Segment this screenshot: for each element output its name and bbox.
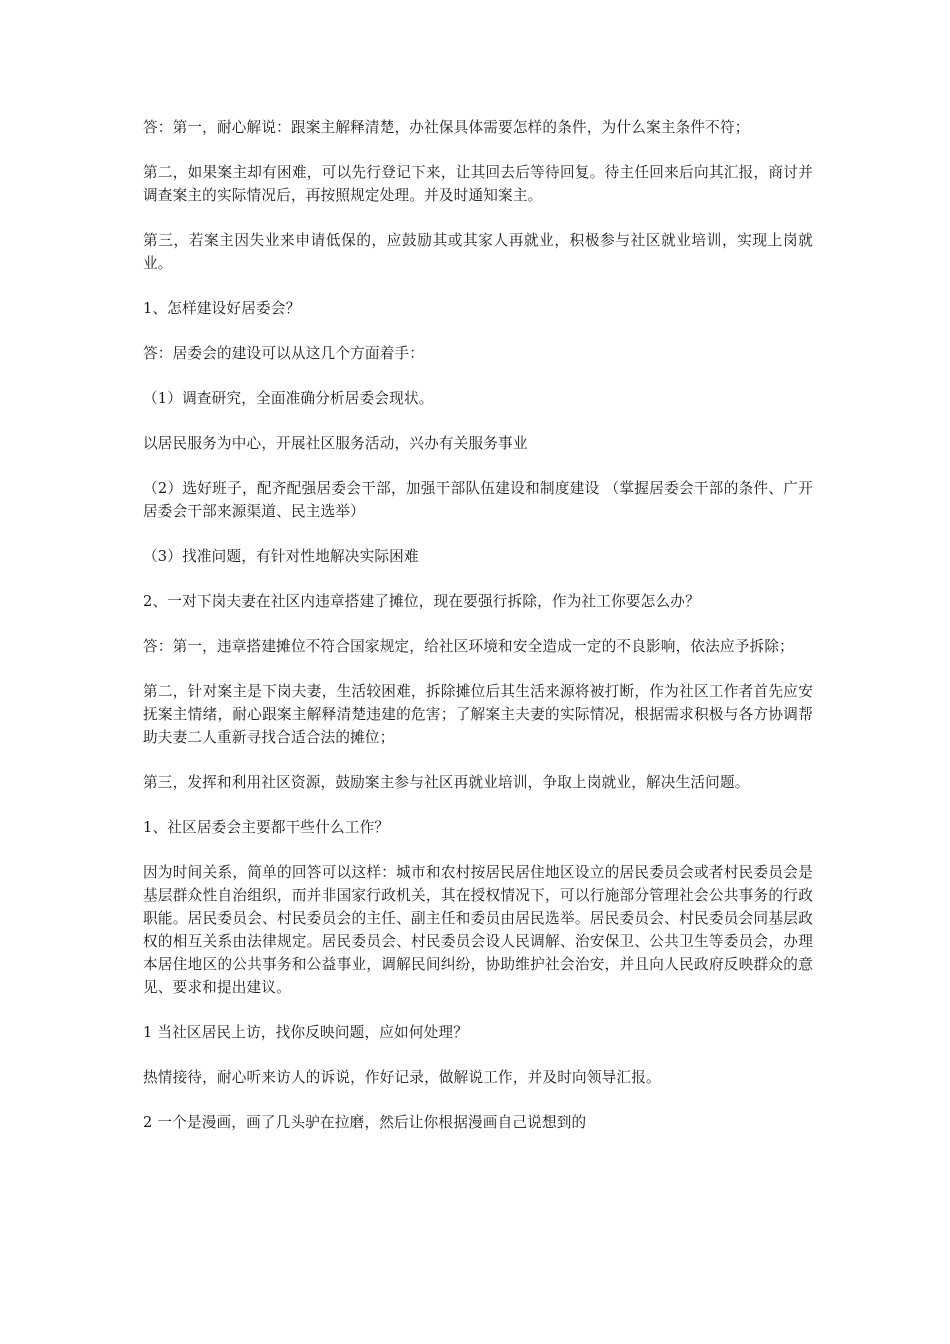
answer-paragraph: 热情接待，耐心听来访人的诉说，作好记录，做解说工作，并及时向领导汇报。 <box>143 1069 661 1086</box>
question-heading: 1、怎样建设好居委会？ <box>143 300 301 317</box>
list-item: （3）找准问题，有针对性地解决实际困难 <box>143 548 419 565</box>
question-heading: 2 一个是漫画，画了几头驴在拉磨，然后让你根据漫画自己说想到的 <box>143 1114 587 1131</box>
list-item: （1）调查研究，全面准确分析居委会现状。 <box>143 390 434 407</box>
answer-paragraph: 第三，发挥和利用社区资源，鼓励案主参与社区再就业培训，争取上岗就业，解决生活问题。 <box>143 774 750 791</box>
answer-paragraph: 因为时间关系，简单的回答可以这样：城市和农村按居民居住地区设立的居民委员会或者村民委员会是基层群众性自治组织，而并非国家行政机关，其在授权情况下，可以行施部分管理社会公共事务的行政职能。居民委员会、村民委员会的主任、副主任和委员由居民选举。居民委员会、村民委员会同基层政权的相互关系由法律规定。居民委员会、村民委员会设人民调解、治安保卫、公共卫生等委员会，办理本居住地区的公共事务和公益事业，调解民间纠纷，协助维护社会治安，并且向人民政府反映群众的意见、要求和提出建议。 <box>143 864 813 996</box>
answer-paragraph: 答：第一，违章搭建摊位不符合国家规定，给社区环境和安全造成一定的不良影响，依法应予拆除； <box>143 638 794 655</box>
answer-paragraph: 答：居委会的建设可以从这几个方面着手： <box>143 345 425 362</box>
answer-paragraph: 第三，若案主因失业来申请低保的，应鼓励其或其家人再就业，积极参与社区就业培训，实现上岗就业。 <box>143 232 813 272</box>
list-item: （2）选好班子，配齐配强居委会干部，加强干部队伍建设和制度建设 （掌握居委会干部的条件、广开居委会干部来源渠道、民主选举） <box>143 480 813 520</box>
answer-paragraph: 答：第一，耐心解说：跟案主解释清楚，办社保具体需要怎样的条件，为什么案主条件不符； <box>143 119 750 136</box>
question-heading: 1 当社区居民上访，找你反映问题，应如何处理？ <box>143 1024 468 1041</box>
answer-paragraph: 第二，针对案主是下岗夫妻，生活较困难，拆除摊位后其生活来源将被打断，作为社区工作者首先应安抚案主情绪，耐心跟案主解释清楚违建的危害；了解案主夫妻的实际情况，根据需求积极与各方协调帮助夫妻二人重新寻找合适合法的摊位； <box>143 683 813 746</box>
document-body <box>143 116 813 1156</box>
answer-paragraph: 第二，如果案主却有困难，可以先行登记下来，让其回去后等待回复。待主任回来后向其汇报，商讨并调查案主的实际情况后，再按照规定处理。并及时通知案主。 <box>143 164 813 204</box>
question-heading: 1、社区居委会主要都干些什么工作？ <box>143 819 390 836</box>
question-heading: 2、一对下岗夫妻在社区内违章搭建了摊位，现在要强行拆除，作为社工你要怎么办？ <box>143 593 700 610</box>
answer-paragraph: 以居民服务为中心，开展社区服务活动，兴办有关服务事业 <box>143 435 528 452</box>
